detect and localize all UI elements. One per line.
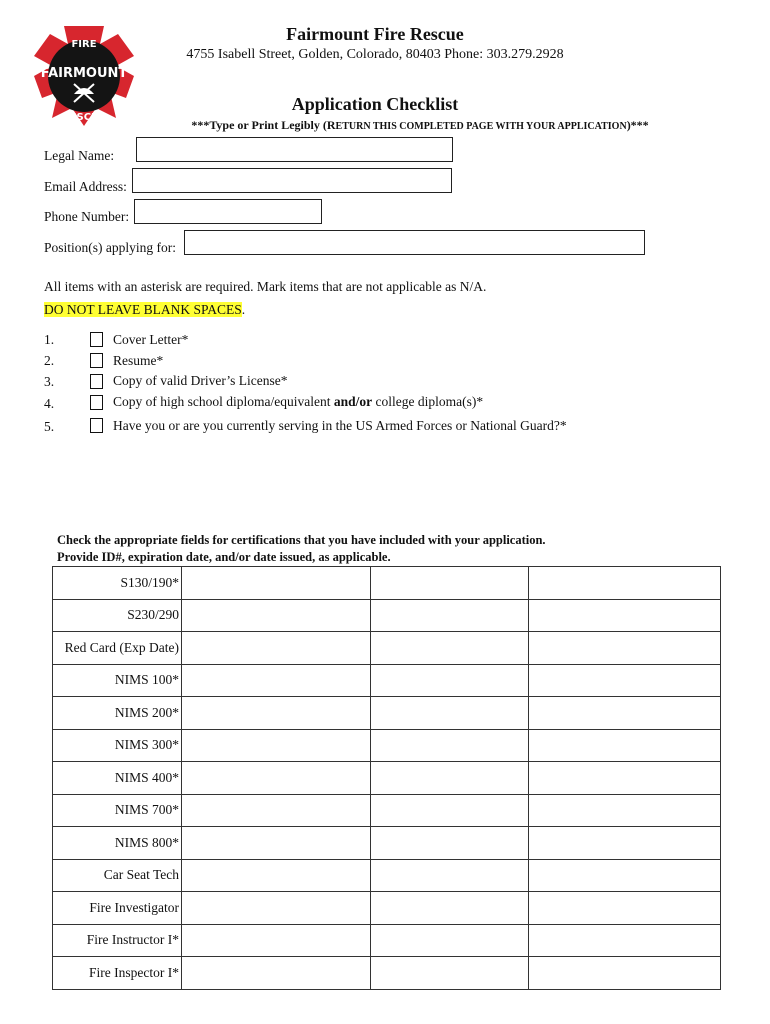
email-label: Email Address: [44, 179, 127, 194]
certification-row [53, 599, 721, 632]
certification-name: NIMS 700* [53, 794, 182, 827]
certification-id-cell[interactable] [371, 729, 529, 762]
diploma-label-start: Copy of high school diploma/equivalent [113, 394, 334, 409]
instructions-end: )*** [626, 118, 649, 132]
checklist-checkbox-cover-letter[interactable] [90, 332, 103, 347]
certification-row [53, 924, 721, 957]
certification-name: S130/190* [53, 567, 182, 600]
certification-row [53, 859, 721, 892]
checklist-checkbox-resume[interactable] [90, 353, 103, 368]
logo-text-top: FIRE [71, 39, 97, 50]
certification-row [53, 957, 721, 990]
document-title: Application Checklist [291, 94, 459, 114]
required-items-note: All items with an asterisk are required. Mark items that are not applicable as N/A. [44, 279, 487, 294]
certifications-intro [57, 532, 546, 565]
certifications-intro-line1: Check the appropriate fields for certifications that you have included with your application. [57, 533, 546, 547]
certification-check-cell[interactable] [182, 827, 371, 860]
legal-name-field[interactable] [136, 137, 453, 162]
checklist-number: 5. [44, 419, 55, 434]
certification-name: S230/290 [53, 599, 182, 632]
certification-id-cell[interactable] [371, 827, 529, 860]
certification-check-cell[interactable] [182, 924, 371, 957]
positions-field[interactable] [184, 230, 645, 255]
phone-label: Phone Number: [44, 209, 130, 224]
certification-id-cell[interactable] [371, 892, 529, 925]
instructions-start: ***Type or Print Legibly (R [191, 118, 336, 132]
instructions-caps: ETURN THIS COMPLETED PAGE WITH YOUR APPLICATION [335, 121, 627, 132]
certifications-table [52, 566, 721, 990]
certification-check-cell[interactable] [182, 794, 371, 827]
legal-name-label: Legal Name: [44, 148, 115, 163]
positions-label: Position(s) applying for: [44, 240, 176, 255]
certification-date-cell[interactable] [529, 762, 721, 795]
certification-name: Fire Inspector I* [53, 957, 182, 990]
certification-date-cell[interactable] [529, 924, 721, 957]
certification-name: NIMS 200* [53, 697, 182, 730]
certification-check-cell[interactable] [182, 729, 371, 762]
certification-id-cell[interactable] [371, 632, 529, 665]
certification-name: NIMS 800* [53, 827, 182, 860]
checklist-number: 3. [44, 374, 55, 389]
certification-name: NIMS 400* [53, 762, 182, 795]
certification-date-cell[interactable] [529, 827, 721, 860]
checklist-checkbox-diploma[interactable] [90, 395, 103, 410]
checklist-checkbox-drivers-license[interactable] [90, 374, 103, 389]
certification-date-cell[interactable] [529, 697, 721, 730]
certification-date-cell[interactable] [529, 892, 721, 925]
certification-check-cell[interactable] [182, 859, 371, 892]
phone-field[interactable] [134, 199, 322, 224]
certification-row [53, 664, 721, 697]
certification-date-cell[interactable] [529, 632, 721, 665]
certification-date-cell[interactable] [529, 859, 721, 892]
checklist-label-drivers-license: Copy of valid Driver’s License* [113, 373, 288, 388]
certification-check-cell[interactable] [182, 697, 371, 730]
certification-id-cell[interactable] [371, 794, 529, 827]
certification-date-cell[interactable] [529, 957, 721, 990]
checklist-label-armed-forces: Have you or are you currently serving in the US Armed Forces or National Guard?* [113, 418, 567, 433]
certification-id-cell[interactable] [371, 567, 529, 600]
warning-period: . [241, 302, 246, 317]
certification-check-cell[interactable] [182, 892, 371, 925]
instructions [120, 118, 720, 133]
warning-highlight: DO NOT LEAVE BLANK SPACES [44, 302, 242, 317]
diploma-label-bold: and/or [333, 394, 373, 409]
checklist-number: 1. [44, 332, 55, 347]
logo-text-main: FAIRMOUNT [40, 66, 128, 81]
certification-row [53, 697, 721, 730]
certification-name: NIMS 300* [53, 729, 182, 762]
organization-name: Fairmount Fire Rescue [286, 24, 464, 44]
certification-name: NIMS 100* [53, 664, 182, 697]
email-field[interactable] [132, 168, 452, 193]
certification-date-cell[interactable] [529, 729, 721, 762]
checklist-number: 4. [44, 396, 55, 411]
checklist-number: 2. [44, 353, 55, 368]
certification-row [53, 827, 721, 860]
certification-id-cell[interactable] [371, 697, 529, 730]
certification-id-cell[interactable] [371, 762, 529, 795]
certification-check-cell[interactable] [182, 664, 371, 697]
certification-id-cell[interactable] [371, 599, 529, 632]
blank-spaces-warning [44, 302, 245, 318]
checklist-label-resume: Resume* [113, 353, 164, 368]
certification-id-cell[interactable] [371, 924, 529, 957]
certification-row [53, 729, 721, 762]
certification-id-cell[interactable] [371, 859, 529, 892]
certification-date-cell[interactable] [529, 794, 721, 827]
certification-row [53, 632, 721, 665]
certification-name: Fire Instructor I* [53, 924, 182, 957]
certification-check-cell[interactable] [182, 762, 371, 795]
checklist-label-cover-letter: Cover Letter* [113, 332, 189, 347]
certification-row [53, 567, 721, 600]
certification-id-cell[interactable] [371, 664, 529, 697]
certification-id-cell[interactable] [371, 957, 529, 990]
certifications-intro-line2: Provide ID#, expiration date, and/or date issued, as applicable. [57, 549, 391, 564]
certification-row [53, 794, 721, 827]
certification-check-cell[interactable] [182, 632, 371, 665]
certification-name: Car Seat Tech [53, 859, 182, 892]
logo-text-bottom: RESCUE [61, 112, 107, 123]
certification-name: Fire Investigator [53, 892, 182, 925]
fairmount-fire-rescue-logo [30, 22, 138, 130]
certification-check-cell[interactable] [182, 957, 371, 990]
certification-date-cell[interactable] [529, 567, 721, 600]
diploma-label-end: college diploma(s)* [372, 394, 484, 409]
certification-row [53, 892, 721, 925]
checklist-checkbox-armed-forces[interactable] [90, 418, 103, 433]
certification-name: Red Card (Exp Date) [53, 632, 182, 665]
certification-date-cell[interactable] [529, 599, 721, 632]
certification-check-cell[interactable] [182, 599, 371, 632]
checklist-label-diploma [113, 394, 483, 410]
certification-row [53, 762, 721, 795]
certification-date-cell[interactable] [529, 664, 721, 697]
certification-check-cell[interactable] [182, 567, 371, 600]
organization-address: 4755 Isabell Street, Golden, Colorado, 80403 Phone: 303.279.2928 [186, 47, 564, 62]
